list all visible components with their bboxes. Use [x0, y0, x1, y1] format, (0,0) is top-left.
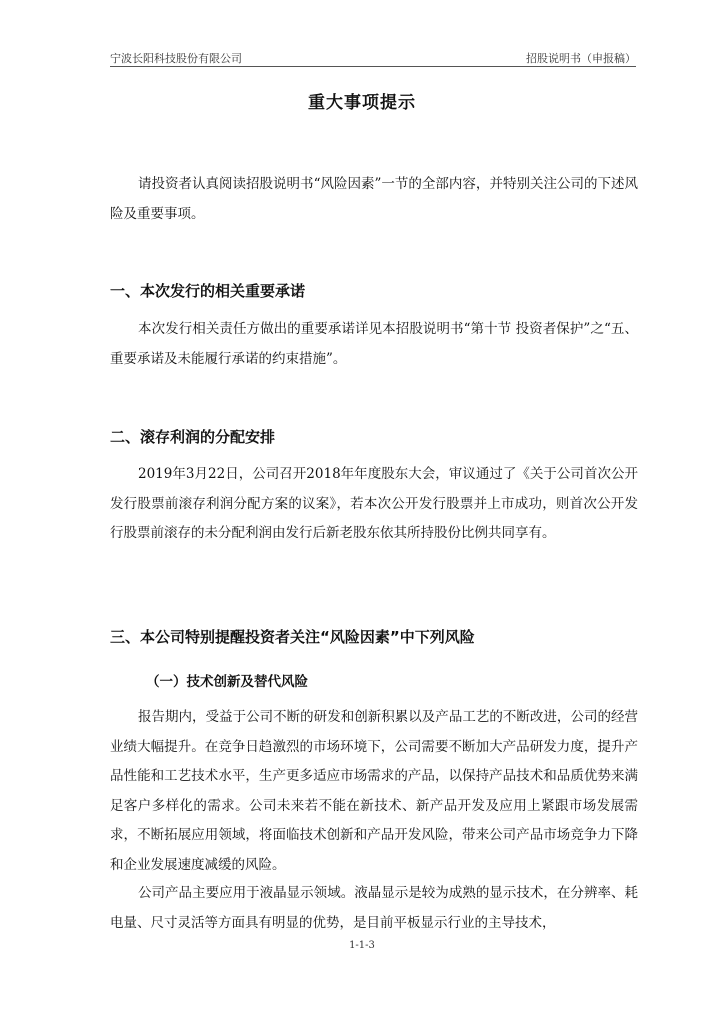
header-company: 宁波长阳科技股份有限公司: [110, 52, 242, 65]
page-title: 重大事项提示: [308, 93, 416, 113]
section-2-heading: 二、滚存利润的分配安排: [110, 428, 276, 446]
intro-paragraph: 请投资者认真阅读招股说明书“风险因素”一节的全部内容，并特别关注公司的下述风险及重要事项。: [110, 176, 638, 222]
section-3-heading: 三、本公司特别提醒投资者关注“风险因素”中下列风险: [110, 628, 475, 646]
section-3-body: 报告期内，受益于公司不断的研发和创新积累以及产品工艺的不断改进，公司的经营业绩大幅提升。在竞争日趋激烈的市场环境下，公司需要不断加大产品研发力度，提升产品性能和工艺技术水平，生产更多适应市场需求的产品，以保持产品技术和品质优势来满足客户多样化的需求。公司未来若不能在新技术、新产品开发及应用上紧跟市场发展需求，不断拓展应用领域，将面临技术创新和产品开发风险，带来公司产品市场竞争力下降和企业发展速度减缓的风险。: [110, 709, 638, 873]
section-3-body-2: 公司产品主要应用于液晶显示领域。液晶显示是较为成熟的显示技术，在分辨率、耗电量、尺寸灵活等方面具有明显的优势，是目前平板显示行业的主导技术，: [110, 885, 638, 931]
section-1-heading: 一、本次发行的相关重要承诺: [110, 282, 306, 300]
page-number: 1-1-3: [349, 940, 375, 951]
section-2-body: 2019年3月22日，公司召开2018年年度股东大会，审议通过了《关于公司首次公开发行股票前滚存利润分配方案的议案》，若本次公开发行股票并上市成功，则首次公开发行股票前滚存的未分配利润由发行后新老股东依其所持股份比例共同享有。: [110, 466, 638, 541]
page-header: [110, 48, 636, 67]
section-3-subheading: （一）技术创新及替代风险: [146, 674, 308, 690]
section-1-body: 本次发行相关责任方做出的重要承诺详见本招股说明书“第十节 投资者保护”之“五、重要承诺及未能履行承诺的约束措施”。: [110, 321, 638, 367]
header-doc-type: 招股说明书（申报稿）: [526, 52, 636, 65]
